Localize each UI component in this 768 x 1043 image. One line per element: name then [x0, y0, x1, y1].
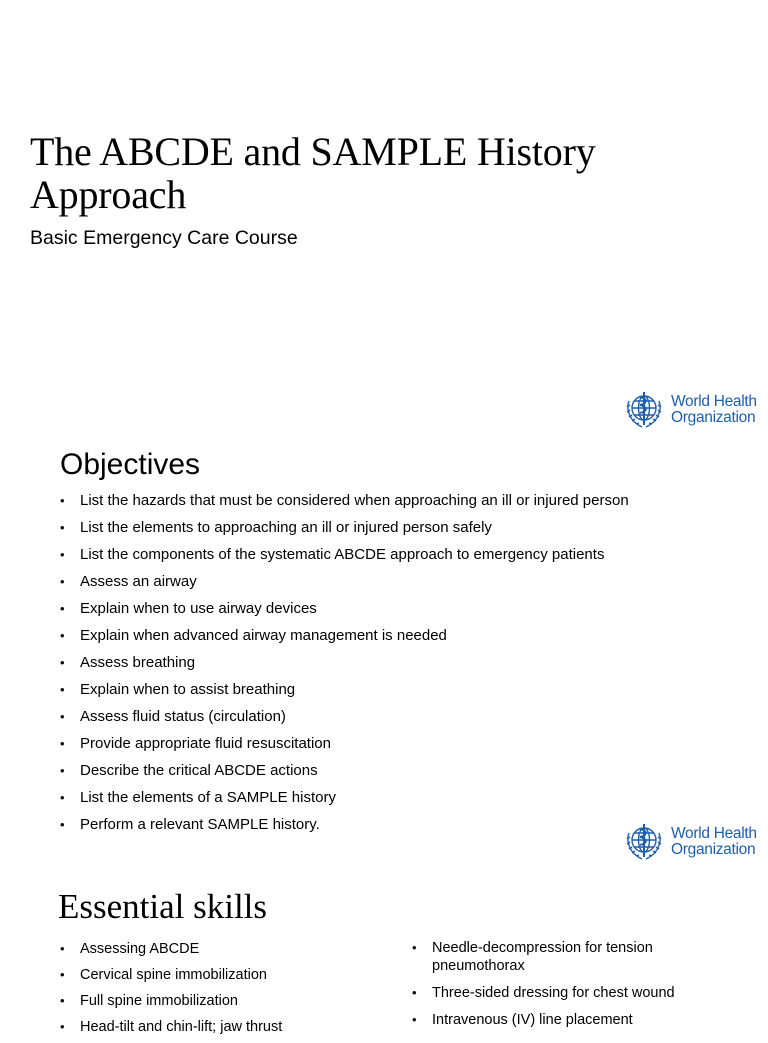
list-item: • List the components of the systematic ABCDE approach to emergency patients [60, 544, 750, 571]
skills-list-left [60, 939, 380, 1043]
list-item: • List the elements to approaching an ill or injured person safely [60, 517, 750, 544]
who-line-2: Organization [671, 841, 756, 858]
list-item: • Head-tilt and chin-lift; jaw thrust [60, 1017, 380, 1043]
who-logo [621, 819, 761, 865]
objectives-heading: Objectives [60, 448, 201, 481]
list-item: • List the hazards that must be considered when approaching an ill or injured person [60, 490, 750, 517]
list-item: • Intravenous (IV) line placement [412, 1011, 732, 1029]
list-item: • Assess fluid status (circulation) [60, 706, 750, 733]
who-wordmark [671, 394, 757, 426]
slide-title: The ABCDE and SAMPLE History Approach [30, 129, 596, 217]
list-item: • Three-sided dressing for chest wound [412, 984, 732, 1002]
list-item: • Assess an airway [60, 571, 750, 598]
skills-list-right [412, 939, 732, 1038]
list-item: • Explain when to assist breathing [60, 679, 750, 706]
who-logo [621, 387, 761, 433]
title-slide [0, 0, 768, 385]
objectives-list [60, 490, 750, 841]
list-item: • Perform a relevant SAMPLE history. [60, 814, 750, 841]
who-emblem-icon [621, 819, 667, 865]
who-emblem-icon [621, 387, 667, 433]
list-item: • Full spine immobilization [60, 991, 380, 1017]
list-item: • List the elements of a SAMPLE history [60, 787, 750, 814]
list-item: • Needle-decompression for tension pneumothorax [412, 939, 732, 975]
list-item: • Cervical spine immobilization [60, 965, 380, 991]
list-item: • Provide appropriate fluid resuscitation [60, 733, 750, 760]
slide-subtitle: Basic Emergency Care Course [30, 227, 298, 249]
essential-skills-slide [0, 817, 768, 1035]
who-line-1: World Health [671, 393, 757, 410]
who-wordmark [671, 826, 757, 858]
list-item: • Assess breathing [60, 652, 750, 679]
objectives-slide [0, 385, 768, 833]
list-item: • Explain when to use airway devices [60, 598, 750, 625]
list-item: • Describe the critical ABCDE actions [60, 760, 750, 787]
who-line-1: World Health [671, 825, 757, 842]
list-item: • Explain when advanced airway management is needed [60, 625, 750, 652]
essential-skills-heading: Essential skills [58, 887, 268, 926]
who-line-2: Organization [671, 409, 756, 426]
list-item: • Assessing ABCDE [60, 939, 380, 965]
